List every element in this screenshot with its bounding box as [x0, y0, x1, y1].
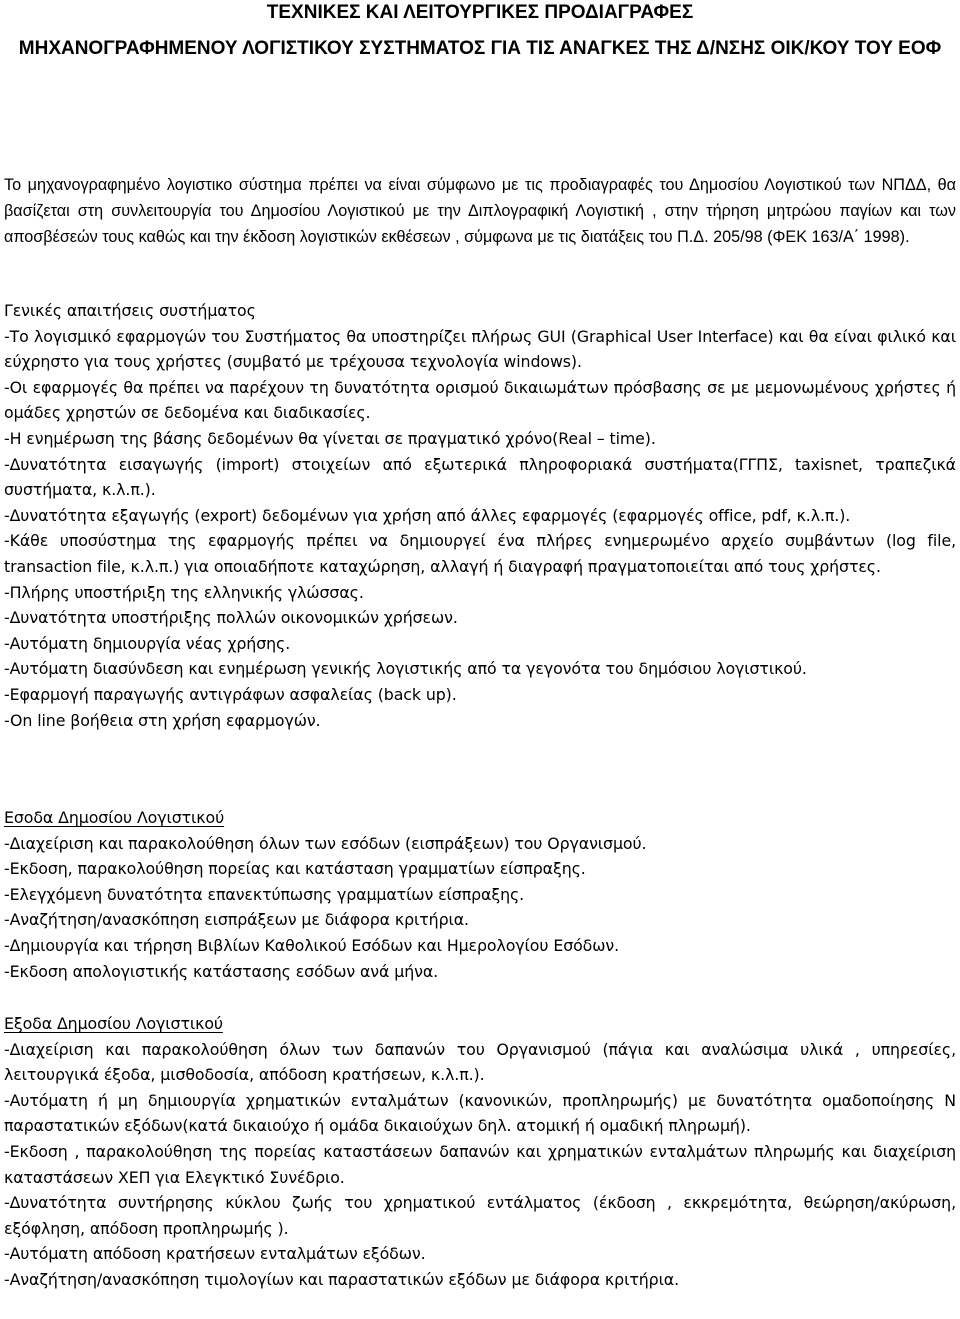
- requirement-item: -Αυτόματη δημιουργία νέας χρήσης.: [4, 633, 291, 653]
- requirement-item: -Αναζήτηση/ανασκόπηση εισπράξεων με διάφορα κριτήρια.: [4, 910, 469, 930]
- requirement-item: -Εκδοση , παρακολούθηση της πορείας καταστάσεων δαπανών και χρηματικών ενταλμάτων πληρωμής και διαχείριση καταστάσεων ΧΕΠ για Ελεγκτικό Συνέδριο.: [4, 1141, 956, 1187]
- section-heading: Γενικές απαιτήσεις συστήματος: [4, 301, 256, 320]
- requirement-item: -On line βοήθεια στη χρήση εφαρμογών.: [4, 710, 321, 730]
- requirement-item: -Δυνατότητα εισαγωγής (import) στοιχείων από εξωτερικά πληροφοριακά συστήματα(ΓΓΠΣ, taxisnet, τραπεζικά συστήματα, κ.λ.π.).: [4, 454, 956, 500]
- requirement-item: -Διαχείριση και παρακολούθηση όλων των εσόδων (εισπράξεων) του Οργανισμού.: [4, 833, 647, 853]
- requirement-item: -Δυνατότητα υποστήριξης πολλών οικονομικών χρήσεων.: [4, 608, 458, 628]
- requirement-item: -Αναζήτηση/ανασκόπηση τιμολογίων και παραστατικών εξόδων με διάφορα κριτήρια.: [4, 1269, 680, 1289]
- requirement-item: -Δημιουργία και τήρηση Βιβλίων Καθολικού Εσόδων και Ημερολογίου Εσόδων.: [4, 935, 620, 955]
- requirement-item: -Δυνατότητα συντήρησης κύκλου ζωής του χρηματικού εντάλματος (έκδοση , εκκρεμότητα, θεώρηση/ακύρωση, εξόφληση, απόδοση προπληρωμής ).: [4, 1193, 956, 1238]
- requirement-item: -Αυτόματη διασύνδεση και ενημέρωση γενικής λογιστικής από τα γεγονότα του δημόσιου λογιστικού.: [4, 659, 807, 679]
- section-heading: [4, 1011, 956, 1037]
- requirement-item: -Η ενημέρωση της βάσης δεδομένων θα γίνεται σε πραγματικό χρόνο(Real – time).: [4, 428, 656, 448]
- document-title: ΤΕΧΝΙΚΕΣ ΚΑΙ ΛΕΙΤΟΥΡΓΙΚΕΣ ΠΡΟΔΙΑΓΡΑΦΕΣ: [266, 2, 694, 23]
- general-requirements-section: [4, 298, 956, 733]
- requirement-item: -Το λογισμικό εφαρμογών του Συστήματος θα υποστηρίζει πλήρως GUI (Graphical User Interface) και θα είναι φιλικό και εύχρηστο για τους χρήστες (συμβατό με τρέχουσα τεχνολογία windows).: [4, 326, 956, 372]
- requirement-item: -Κάθε υποσύστημα της εφαρμογής πρέπει να δημιουργεί ένα πλήρες ενημερωμένο αρχείο συμβάντων (log file, transaction file, κ.λ.π.) για οποιαδήποτε καταχώρηση, αλλαγή ή διαγραφή πραγματοποιείται από τους χρήστες.: [4, 531, 956, 576]
- section-heading: [4, 805, 956, 831]
- revenue-section: [4, 805, 956, 984]
- expenses-section: [4, 1011, 956, 1293]
- requirement-item: -Διαχείριση και παρακολούθηση όλων των δαπανών του Οργανισμού (πάγια και αναλώσιμα υλικά , υπηρεσίες, λειτουργικά έξοδα, μισθοδοσία, απόδοση κρατήσεων, κ.λ.π.).: [4, 1039, 956, 1085]
- requirement-item: -Εκδοση, παρακολούθηση πορείας και κατάσταση γραμματίων είσπραξης.: [4, 859, 586, 879]
- section-heading-text: Εσοδα Δημοσίου Λογιστικού: [4, 808, 225, 827]
- requirement-item: -Αυτόματη ή μη δημιουργία χρηματικών ενταλμάτων (κανονικών, προπληρωμής) με δυνατότητα ομαδοποίησης Ν παραστατικών εξόδων(κατά δικαιούχο ή ομάδα δικαιούχων δηλ. ατομική ή ομαδική πληρωμή).: [4, 1090, 956, 1136]
- section-heading-text: Εξοδα Δημοσίου Λογιστικού: [4, 1014, 223, 1033]
- requirement-item: -Εφαρμογή παραγωγής αντιγράφων ασφαλείας (back up).: [4, 684, 457, 704]
- requirement-item: -Εκδοση απολογιστικής κατάστασης εσόδων ανά μήνα.: [4, 961, 439, 981]
- requirement-item: -Ελεγχόμενη δυνατότητα επανεκτύπωσης γραμματίων είσπραξης.: [4, 884, 525, 904]
- intro-paragraph: Το μηχανογραφημένο λογιστικο σύστημα πρέπει να είναι σύμφωνο με τις προδιαγραφές του Δημοσίου Λογιστικού των ΝΠΔΔ, θα βασίζεται στη συνλειτουργία του Δημοσίου Λογιστικού με την Διπλογραφική Λογιστική , στην τήρηση μητρώου παγίων και των αποσβέσεών τους καθώς και την έκδοση λογιστικών εκθέσεων , σύμφωνα με τις διατάξεις του Π.Δ. 205/98 (ΦΕΚ 163/Α΄ 1998).: [4, 176, 956, 246]
- requirement-item: -Δυνατότητα εξαγωγής (export) δεδομένων για χρήση από άλλες εφαρμογές (εφαρμογές office, pdf, κ.λ.π.).: [4, 505, 851, 525]
- requirement-item: -Οι εφαρμογές θα πρέπει να παρέχουν τη δυνατότητα ορισμού δικαιωμάτων πρόσβασης σε με μεμονωμένους χρήστες ή ομάδες χρηστών σε δεδομένα και διαδικασίες.: [4, 377, 956, 423]
- requirement-item: -Αυτόματη απόδοση κρατήσεων ενταλμάτων εξόδων.: [4, 1244, 426, 1264]
- requirement-item: -Πλήρης υποστήριξη της ελληνικής γλώσσας.: [4, 582, 364, 602]
- document-subtitle: ΜΗΧΑΝΟΓΡΑΦΗΜΕΝΟΥ ΛΟΓΙΣΤΙΚΟΥ ΣΥΣΤΗΜΑΤΟΣ ΓΙΑ ΤΙΣ ΑΝΑΓΚΕΣ ΤΗΣ Δ/ΝΣΗΣ ΟΙΚ/ΚΟΥ ΤΟΥ ΕΟΦ: [18, 38, 942, 59]
